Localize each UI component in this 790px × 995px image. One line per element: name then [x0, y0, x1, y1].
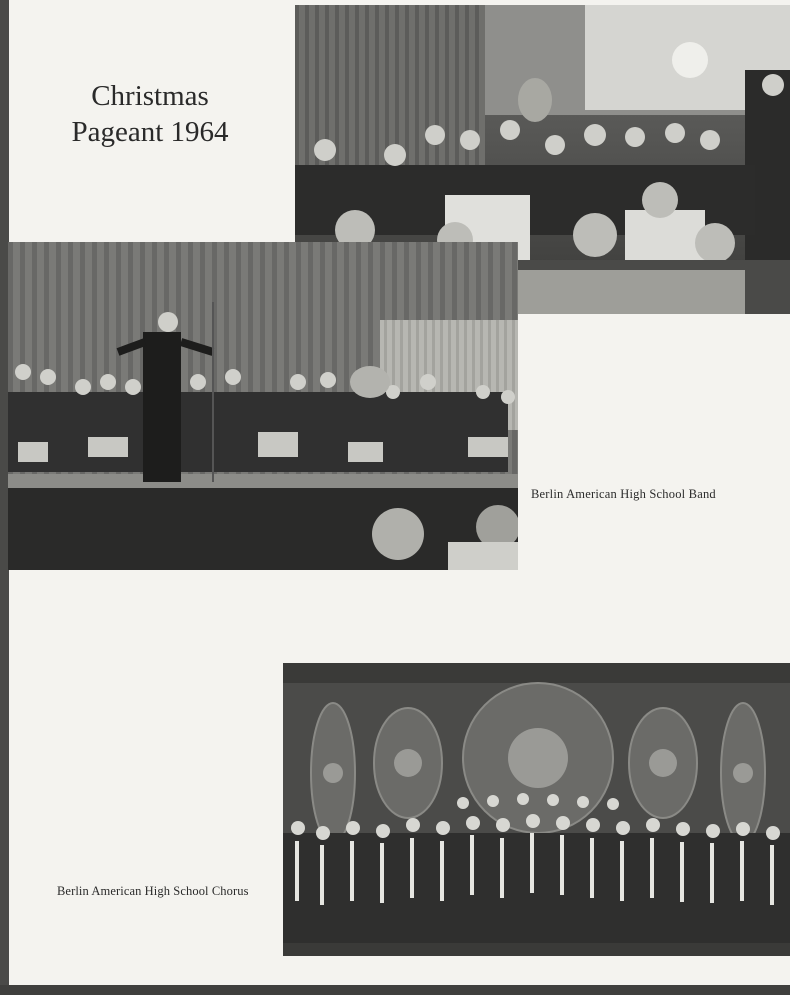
page-title: [40, 78, 260, 150]
chorus-image: [283, 663, 790, 956]
band-stage-photo: [8, 242, 518, 570]
chorus-caption: Berlin American High School Chorus: [57, 884, 249, 898]
band-stage-image: [8, 242, 518, 570]
title-line-1: Christmas: [91, 80, 209, 112]
band-caption: Berlin American High School Band: [531, 487, 716, 501]
title-line-2: Pageant 1964: [71, 116, 229, 148]
chorus-photo: [283, 663, 790, 956]
page-bottom-edge: [0, 985, 790, 995]
